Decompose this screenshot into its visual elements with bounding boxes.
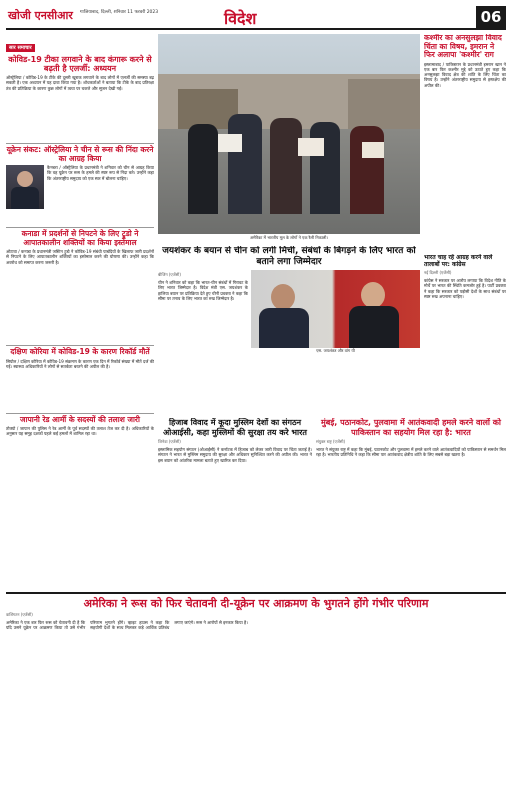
story-headline: कनाडा में प्रदर्शनों से निपटने के लिए ट्रूडो ने आपातकालीन शक्तियों का किया इस्तेमाल [21,229,139,247]
bottom-story [6,592,506,794]
story-5 [6,416,154,487]
story-body: तोक्यो / जापान की पुलिस ने रेड आर्मी के पूर्व सदस्यों की तलाश तेज कर दी है। अधिकारियों के अनुसार यह समूह दशकों पहले कई हमलों में शामिल रहा था। [6,426,154,437]
story-body: कैनबरा / ऑस्ट्रेलिया के प्रधानमंत्री ने शनिवार को चीन से आग्रह किया कि वह यूक्रेन पर रूस के हमले की स्पष्ट रूप से निंदा करे। उन्होंने कहा कि अंतरराष्ट्रीय समुदाय को एक स्वर में बोलना चाहिए। [47,165,154,181]
masthead [6,6,506,30]
section-label: सार समाचार [6,44,35,52]
story-byline: बीजिंग (एजेंसी) [158,272,181,277]
page-number: 06 [476,6,506,28]
story-1 [6,55,154,141]
dateline: गाजियाबाद, दिल्ली, शनिवार 11 फरवरी 2023 [80,10,159,15]
story-headline: मुंबई, पठानकोट, पुलवामा में आतंकवादी हमले करने वालों को पाकिस्तान का सहयोग मिल रहा है: भारत [321,418,501,437]
story-byline: जिनेवा (एजेंसी) [158,439,181,444]
story-4 [6,348,154,411]
leaders-photo [251,270,420,348]
story-headline: हिजाब विवाद में कूदा मुस्लिम देशों का संगठन ओआईसी, कहा मुस्लिमों की सुरक्षा तय करे भारत [163,418,307,437]
story-byline: संयुक्त राष्ट्र (एजेंसी) [316,439,346,444]
story-body: अमेरिका ने एक बार फिर रूस को चेतावनी दी है कि यदि उसने यूक्रेन पर आक्रमण किया तो उसे गंभीर परिणाम भुगतने होंगे। व्हाइट हाउस ने कहा कि सहयोगी देशों के साथ मिलकर कड़े आर्थिक प्रतिबंध लगाए जाएंगे। रूस ने आरोपों से इनकार किया है। [6,620,248,631]
story-byline: नई दिल्ली (एजेंसी) [424,270,452,275]
newspaper-page [6,6,506,794]
leaders-photo-caption: एस. जयशंकर और वांग यी [316,348,355,353]
mumbai-story [316,418,506,588]
story-body: इस्लामिक सहयोग संगठन (ओआईसी) ने कर्नाटक में हिजाब को लेकर जारी विवाद पर चिंता जताई है। संगठन ने भारत से मुस्लिम समुदाय की सुरक्षा और अधिकार सुनिश्चित करने की अपील की। भारत ने इस बयान को आंतरिक मामला बताते हुए खारिज कर दिया। [158,447,312,463]
story-headline: यूक्रेन संकट: ऑस्ट्रेलिया ने चीन से रूस की निंदा करने का आग्रह किया [6,145,154,163]
story-headline: कश्मीर का अनसुलझा विवाद चिंता का विषय, इमरान ने फिर अलापा 'कश्मीर' राग [424,34,502,59]
story-body: इस्लामाबाद / पाकिस्तान के प्रधानमंत्री इमरान खान ने एक बार फिर कश्मीर मुद्दे को उठाते हुए कहा कि अनसुलझा विवाद क्षेत्र की शांति के लिए चिंता का विषय है। उन्होंने अंतरराष्ट्रीय समुदाय से हस्तक्षेप की अपील की। [424,61,506,88]
story-headline: कोविड-19 टीका लगवाने के बाद कंगारू करने से बढ़ती है एलर्जी: अध्ययन [8,55,152,73]
story-body: भारत ने संयुक्त राष्ट्र में कहा कि मुंबई, पठानकोट और पुलवामा में हमले करने वाले आतंकवादियों को पाकिस्तान से समर्थन मिल रहा है। भारतीय प्रतिनिधि ने कहा कि सीमा पार आतंकवाद क्षेत्रीय शांति के लिए सबसे बड़ा खतरा है। [316,447,506,458]
hijab-story [158,418,312,588]
news-photo [6,165,44,209]
story-headline: दक्षिण कोरिया में कोविड-19 के कारण रिकॉर्ड मौतें [10,347,150,356]
story-body: सियोल / दक्षिण कोरिया में कोविड-19 संक्रमण के कारण एक दिन में रिकॉर्ड संख्या में मौतें दर्ज की गईं। स्वास्थ्य अधिकारियों ने लोगों से सतर्कता बरतने की अपील की है। [6,358,154,369]
right-top-column [424,34,506,249]
left-column [6,34,154,586]
story-headline: भारत चाह रहे आग्रह करने वाले तालाबों पर: कांग्रेस [424,254,493,268]
story-body: चीन ने शनिवार को कहा कि भारत-चीन संबंधों में गिरावट के लिए भारत जिम्मेदार है। विदेश मंत्री एस. जयशंकर के हालिया बयान पर प्रतिक्रिया देते हुए चीनी प्रवक्ता ने कहा कि सीमा पर तनाव के लिए भारत का रुख जिम्मेदार है। [158,280,248,301]
story-body: कांग्रेस ने सरकार पर आरोप लगाया कि विदेश नीति के मोर्चे पर भारत की स्थिति कमजोर हुई है। पार्टी प्रवक्ता ने कहा कि सरकार को पड़ोसी देशों के साथ संबंधों पर स्पष्ट रुख अपनाना चाहिए। [424,278,506,299]
story-byline: वाशिंगटन (एजेंसी) [6,612,33,617]
story-headline: अमेरिका ने रूस को फिर चेतावनी दी-यूक्रेन पर आक्रमण के भुगतने होंगे गंभीर परिणाम [83,597,429,610]
section-title: विदेश [224,9,257,28]
story-2 [6,146,154,225]
rally-photo [158,34,420,234]
right-middle-column [424,254,506,414]
rally-photo-caption: अमेरिका में भारतीय मूल के लोगों ने एक रैली निकाली। [250,235,328,240]
story-body: ऑस्ट्रेलिया / कोविड-19 के टीके की दूसरी खुराक लगवाने के बाद लोगों में एलर्जी की समस्या बढ़ सकती है। एक अध्ययन में यह दावा किया गया है। शोधकर्ताओं ने बताया कि टीके के बाद प्रतिरक्षा तंत्र की प्रतिक्रिया के कारण कुछ लोगों में त्वचा पर चकत्ते और सूजन देखी गई। [6,75,154,91]
divider [6,413,154,414]
story-body: ओटावा / कनाडा के प्रधानमंत्री जस्टिन ट्रूडो ने कोविड-19 संबंधी पाबंदियों के खिलाफ जारी प्रदर्शनों से निपटने के लिए आपातकालीन शक्तियों का इस्तेमाल करने की घोषणा की। उन्होंने कहा कि अवरोध को समाप्त करना जरूरी है। [6,249,154,265]
middle-story [158,246,420,416]
divider [6,345,154,346]
brand-logo: खोजी एनसीआर [8,9,73,22]
divider [6,143,154,144]
story-3 [6,230,154,343]
divider [6,227,154,228]
story-headline: जयशंकर के बयान से चीन को लगी मिर्ची, संबंधों के बिगड़ने के लिए भारत को बताने लगा जिम्मेदार [162,246,416,267]
story-headline: जापानी रेड आर्मी के सदस्यों की तलाश जारी [20,414,140,424]
